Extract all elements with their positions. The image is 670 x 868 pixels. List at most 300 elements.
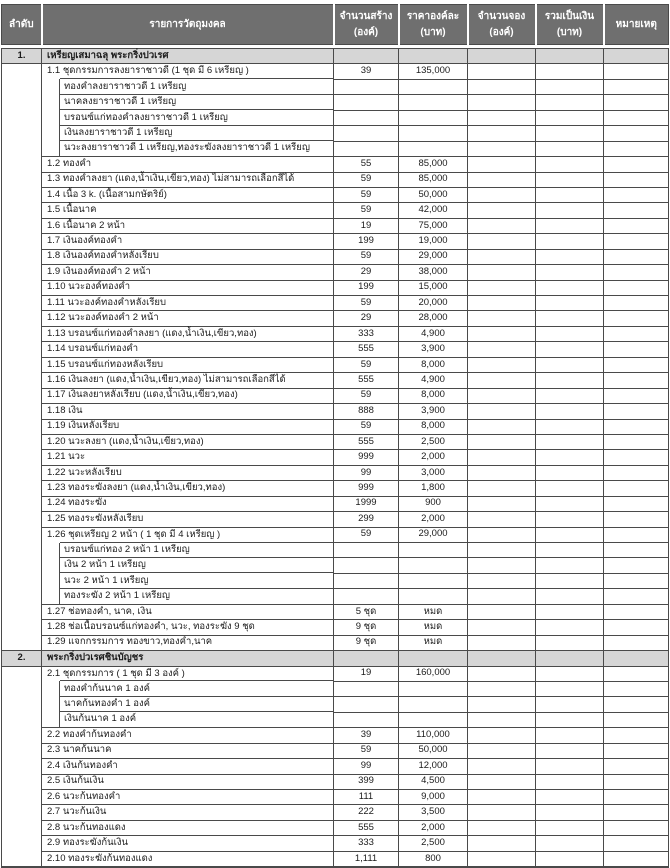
- cell-made: 59: [334, 172, 399, 187]
- header-row: [2, 5, 669, 45]
- cell-made: 222: [334, 805, 399, 820]
- cell-empty: [399, 651, 468, 666]
- cell-reserved: [468, 234, 536, 249]
- cell-price: 2,000: [399, 512, 468, 527]
- sub-item-row: [2, 697, 669, 712]
- cell-reserved: [468, 851, 536, 867]
- cell-total: [536, 388, 604, 403]
- cell-reserved: [468, 172, 536, 187]
- sub-item-row: [2, 558, 669, 573]
- cell-remark: [604, 774, 669, 789]
- section-row: [2, 49, 669, 64]
- item-row: [2, 481, 669, 496]
- item-row: [2, 265, 669, 280]
- cell-total: [536, 157, 604, 172]
- cell-item-name: 1.13 บรอนซ์แก่ทองคำลงยา (แดง,น้ำเงิน,เขียว,ทอง): [42, 326, 334, 341]
- item-row: [2, 280, 669, 295]
- cell-price: 8,000: [399, 388, 468, 403]
- cell-empty: [399, 589, 468, 604]
- cell-item-name: 1.24 ทองระฆัง: [42, 496, 334, 511]
- cell-sub-item-name: เงินลงยาราชาวดี 1 เหรียญ: [60, 126, 334, 141]
- cell-item-name: 1.20 นวะลงยา (แดง,น้ำเงิน,เขียว,ทอง): [42, 434, 334, 449]
- cell-empty: [334, 49, 399, 64]
- cell-section-no: 1.: [2, 49, 42, 64]
- cell-empty: [334, 712, 399, 727]
- cell-price: 3,900: [399, 404, 468, 419]
- cell-empty: [468, 697, 536, 712]
- cell-made: 39: [334, 64, 399, 79]
- cell-indent: [42, 681, 60, 727]
- cell-total: [536, 265, 604, 280]
- cell-price: 2,500: [399, 836, 468, 851]
- cell-reserved: [468, 604, 536, 619]
- cell-total: [536, 249, 604, 264]
- cell-empty: [604, 651, 669, 666]
- cell-item-name: 1.3 ทองคำลงยา (แดง,น้ำเงิน,เขียว,ทอง) ไม่สามารถเลือกสีได้: [42, 172, 334, 187]
- cell-made: 59: [334, 249, 399, 264]
- cell-sub-item-name: นวะ 2 หน้า 1 เหรียญ: [60, 573, 334, 588]
- col-header-reserved-line2: (องค์): [489, 26, 514, 38]
- cell-total: [536, 450, 604, 465]
- cell-empty: [604, 697, 669, 712]
- cell-price: 160,000: [399, 666, 468, 681]
- cell-reserved: [468, 635, 536, 650]
- cell-made: 111: [334, 790, 399, 805]
- cell-item-name: 1.16 เงินลงยา (แดง,น้ำเงิน,เขียว,ทอง) ไม่สามารถเลือกสีได้: [42, 373, 334, 388]
- cell-empty: [399, 49, 468, 64]
- sub-item-row: [2, 543, 669, 558]
- cell-remark: [604, 604, 669, 619]
- cell-empty: [604, 79, 669, 94]
- cell-reserved: [468, 157, 536, 172]
- cell-reserved: [468, 249, 536, 264]
- sub-item-row: [2, 110, 669, 125]
- item-row: [2, 64, 669, 79]
- cell-empty: [604, 126, 669, 141]
- cell-total: [536, 311, 604, 326]
- cell-made: 999: [334, 481, 399, 496]
- cell-price: 110,000: [399, 728, 468, 743]
- cell-remark: [604, 790, 669, 805]
- cell-total: [536, 666, 604, 681]
- cell-item-name: 1.22 นวะหลังเรียบ: [42, 465, 334, 480]
- cell-item-name: 1.10 นวะองค์ทองคำ: [42, 280, 334, 295]
- cell-reserved: [468, 373, 536, 388]
- item-row: [2, 357, 669, 372]
- cell-total: [536, 434, 604, 449]
- cell-item-name: 1.28 ช่อเนื้อบรอนซ์แก่ทองคำ, นวะ, ทองระฆัง 9 ชุด: [42, 620, 334, 635]
- cell-reserved: [468, 836, 536, 851]
- cell-empty: [468, 712, 536, 727]
- col-header-price: [399, 5, 468, 45]
- cell-reserved: [468, 620, 536, 635]
- cell-price: 29,000: [399, 527, 468, 542]
- cell-item-name: 2.10 ทองระฆังก้นทองแดง: [42, 851, 334, 867]
- cell-remark: [604, 218, 669, 233]
- cell-remark: [604, 527, 669, 542]
- cell-indent: [42, 543, 60, 605]
- cell-item-name: 1.19 เงินหลังเรียบ: [42, 419, 334, 434]
- cell-total: [536, 234, 604, 249]
- section-row: [2, 651, 669, 666]
- cell-total: [536, 527, 604, 542]
- cell-remark: [604, 249, 669, 264]
- cell-price: 3,500: [399, 805, 468, 820]
- cell-sub-item-name: เงิน 2 หน้า 1 เหรียญ: [60, 558, 334, 573]
- cell-price: 75,000: [399, 218, 468, 233]
- cell-empty: [468, 79, 536, 94]
- item-row: [2, 759, 669, 774]
- cell-empty: [536, 79, 604, 94]
- item-row: [2, 326, 669, 341]
- cell-sub-item-name: ทองระฆัง 2 หน้า 1 เหรียญ: [60, 589, 334, 604]
- cell-total: [536, 64, 604, 79]
- cell-item-name: 1.7 เงินองค์ทองคำ: [42, 234, 334, 249]
- cell-remark: [604, 465, 669, 480]
- item-row: [2, 342, 669, 357]
- cell-price: 29,000: [399, 249, 468, 264]
- cell-made: 19: [334, 218, 399, 233]
- cell-price: 8,000: [399, 419, 468, 434]
- cell-empty: [604, 681, 669, 696]
- item-row: [2, 450, 669, 465]
- cell-price: 1,800: [399, 481, 468, 496]
- cell-remark: [604, 311, 669, 326]
- col-header-reserved: [468, 5, 536, 45]
- cell-total: [536, 172, 604, 187]
- cell-made: 59: [334, 388, 399, 403]
- cell-total: [536, 851, 604, 867]
- cell-item-name: 2.8 นวะก้นทองแดง: [42, 820, 334, 835]
- cell-made: 29: [334, 265, 399, 280]
- cell-sub-item-name: บรอนซ์แก่ทอง 2 หน้า 1 เหรียญ: [60, 543, 334, 558]
- cell-empty: [399, 110, 468, 125]
- cell-price: 3,900: [399, 342, 468, 357]
- cell-total: [536, 774, 604, 789]
- col-header-price-line2: (บาท): [420, 26, 446, 38]
- col-header-remark: หมายเหตุ: [604, 5, 669, 45]
- cell-reserved: [468, 728, 536, 743]
- cell-made: 5 ชุด: [334, 604, 399, 619]
- cell-item-name: 1.9 เงินองค์ทองคำ 2 หน้า: [42, 265, 334, 280]
- cell-made: 59: [334, 527, 399, 542]
- item-row: [2, 851, 669, 867]
- cell-item-name: 1.27 ช่อทองคำ, นาค, เงิน: [42, 604, 334, 619]
- sub-item-row: [2, 681, 669, 696]
- cell-item-name: 1.11 นวะองค์ทองคำหลังเรียบ: [42, 296, 334, 311]
- cell-price: 800: [399, 851, 468, 867]
- cell-price: 4,500: [399, 774, 468, 789]
- cell-sub-item-name: นาคลงยาราชาวดี 1 เหรียญ: [60, 95, 334, 110]
- cell-empty: [604, 573, 669, 588]
- item-row: [2, 373, 669, 388]
- cell-empty: [604, 110, 669, 125]
- item-row: [2, 790, 669, 805]
- cell-price: 12,000: [399, 759, 468, 774]
- item-row: [2, 496, 669, 511]
- cell-remark: [604, 157, 669, 172]
- cell-item-name: 1.17 เงินลงยาหลังเรียบ (แดง,น้ำเงิน,เขียว,ทอง): [42, 388, 334, 403]
- cell-made: 199: [334, 280, 399, 295]
- table-body-table: [1, 48, 669, 868]
- item-row: [2, 249, 669, 264]
- item-row: [2, 172, 669, 187]
- cell-made: 99: [334, 465, 399, 480]
- cell-item-name: 1.2 ทองคำ: [42, 157, 334, 172]
- cell-empty: [334, 110, 399, 125]
- cell-remark: [604, 635, 669, 650]
- cell-made: 59: [334, 743, 399, 758]
- cell-section-title: เหรียญเสมาฉลุ พระกริ่งปวเรศ: [42, 49, 334, 64]
- cell-reserved: [468, 280, 536, 295]
- col-header-made-line1: จำนวนสร้าง: [339, 11, 393, 22]
- cell-remark: [604, 265, 669, 280]
- item-row: [2, 604, 669, 619]
- cell-price: หมด: [399, 620, 468, 635]
- cell-price: 19,000: [399, 234, 468, 249]
- table-body: [2, 49, 669, 868]
- cell-total: [536, 481, 604, 496]
- cell-remark: [604, 759, 669, 774]
- cell-empty: [468, 126, 536, 141]
- cell-empty: [604, 49, 669, 64]
- cell-price: 50,000: [399, 187, 468, 202]
- cell-made: 399: [334, 774, 399, 789]
- cell-sub-item-name: ทองคำลงยาราชาวดี 1 เหรียญ: [60, 79, 334, 94]
- cell-empty: [536, 651, 604, 666]
- cell-total: [536, 203, 604, 218]
- cell-sub-item-name: บรอนซ์แก่ทองคำลงยาราชาวดี 1 เหรียญ: [60, 110, 334, 125]
- cell-item-name: 1.4 เนื้อ 3 k. (เนื้อสามกษัตริย์): [42, 187, 334, 202]
- cell-made: 333: [334, 326, 399, 341]
- cell-reserved: [468, 512, 536, 527]
- cell-total: [536, 357, 604, 372]
- cell-price: หมด: [399, 635, 468, 650]
- cell-empty: [468, 589, 536, 604]
- cell-reserved: [468, 450, 536, 465]
- col-header-made: [334, 5, 399, 45]
- item-row: [2, 311, 669, 326]
- cell-empty: [604, 558, 669, 573]
- cell-made: 9 ชุด: [334, 635, 399, 650]
- cell-reserved: [468, 265, 536, 280]
- cell-price: 900: [399, 496, 468, 511]
- cell-item-name: 1.23 ทองระฆังลงยา (แดง,น้ำเงิน,เขียว,ทอง): [42, 481, 334, 496]
- cell-price: 135,000: [399, 64, 468, 79]
- amulet-price-table: [1, 4, 669, 868]
- cell-total: [536, 759, 604, 774]
- item-row: [2, 512, 669, 527]
- cell-item-name: 1.25 ทองระฆังหลังเรียบ: [42, 512, 334, 527]
- cell-price: 9,000: [399, 790, 468, 805]
- cell-made: 19: [334, 666, 399, 681]
- cell-item-name: 1.14 บรอนซ์แก่ทองคำ: [42, 342, 334, 357]
- cell-empty: [399, 95, 468, 110]
- cell-remark: [604, 851, 669, 867]
- cell-made: 555: [334, 434, 399, 449]
- col-header-total-line1: รวมเป็นเงิน: [544, 11, 595, 22]
- cell-remark: [604, 419, 669, 434]
- cell-remark: [604, 64, 669, 79]
- cell-total: [536, 187, 604, 202]
- cell-reserved: [468, 388, 536, 403]
- cell-price: 15,000: [399, 280, 468, 295]
- cell-merged-no: [2, 64, 42, 651]
- sub-item-row: [2, 712, 669, 727]
- cell-price: 42,000: [399, 203, 468, 218]
- sub-item-row: [2, 95, 669, 110]
- cell-total: [536, 743, 604, 758]
- cell-reserved: [468, 759, 536, 774]
- item-row: [2, 404, 669, 419]
- cell-item-name: 1.12 นวะองค์ทองคำ 2 หน้า: [42, 311, 334, 326]
- cell-empty: [468, 141, 536, 156]
- cell-sub-item-name: เงินก้นนาค 1 องค์: [60, 712, 334, 727]
- cell-remark: [604, 280, 669, 295]
- cell-price: 85,000: [399, 172, 468, 187]
- item-row: [2, 743, 669, 758]
- cell-empty: [468, 681, 536, 696]
- cell-total: [536, 604, 604, 619]
- cell-reserved: [468, 64, 536, 79]
- cell-price: 4,900: [399, 326, 468, 341]
- cell-total: [536, 280, 604, 295]
- cell-item-name: 1.6 เนื้อนาค 2 หน้า: [42, 218, 334, 233]
- cell-total: [536, 836, 604, 851]
- cell-item-name: 1.29 แจกกรรมการ ทองขาว,ทองคำ,นาค: [42, 635, 334, 650]
- cell-remark: [604, 450, 669, 465]
- cell-empty: [604, 95, 669, 110]
- cell-price: 85,000: [399, 157, 468, 172]
- cell-merged-no: [2, 666, 42, 867]
- cell-made: 59: [334, 296, 399, 311]
- cell-item-name: 2.4 เงินก้นทองคำ: [42, 759, 334, 774]
- item-row: [2, 774, 669, 789]
- cell-price: 38,000: [399, 265, 468, 280]
- cell-item-name: 1.26 ชุดเหรียญ 2 หน้า ( 1 ชุด มี 4 เหรียญ ): [42, 527, 334, 542]
- item-row: [2, 218, 669, 233]
- item-row: [2, 527, 669, 542]
- sub-item-row: [2, 141, 669, 156]
- cell-total: [536, 404, 604, 419]
- cell-reserved: [468, 465, 536, 480]
- cell-reserved: [468, 296, 536, 311]
- cell-price: 2,000: [399, 450, 468, 465]
- item-row: [2, 666, 669, 681]
- cell-reserved: [468, 357, 536, 372]
- cell-total: [536, 635, 604, 650]
- cell-item-name: 1.18 เงิน: [42, 404, 334, 419]
- item-row: [2, 234, 669, 249]
- cell-empty: [334, 651, 399, 666]
- cell-item-name: 2.3 นาคก้นนาค: [42, 743, 334, 758]
- cell-empty: [468, 49, 536, 64]
- cell-item-name: 2.9 ทองระฆังก้นเงิน: [42, 836, 334, 851]
- cell-empty: [334, 697, 399, 712]
- cell-made: 59: [334, 203, 399, 218]
- cell-empty: [468, 110, 536, 125]
- cell-remark: [604, 512, 669, 527]
- cell-empty: [536, 110, 604, 125]
- cell-remark: [604, 203, 669, 218]
- cell-price: 3,000: [399, 465, 468, 480]
- cell-reserved: [468, 342, 536, 357]
- cell-empty: [536, 543, 604, 558]
- cell-remark: [604, 388, 669, 403]
- cell-item-name: 2.6 นวะก้นทองคำ: [42, 790, 334, 805]
- cell-reserved: [468, 187, 536, 202]
- cell-section-title: พระกริ่งปวเรศชินบัญชร: [42, 651, 334, 666]
- cell-remark: [604, 296, 669, 311]
- item-row: [2, 620, 669, 635]
- cell-sub-item-name: นาคก้นทองคำ 1 องค์: [60, 697, 334, 712]
- col-header-made-line2: (องค์): [353, 26, 379, 38]
- item-row: [2, 635, 669, 650]
- cell-made: 9 ชุด: [334, 620, 399, 635]
- cell-total: [536, 465, 604, 480]
- cell-total: [536, 820, 604, 835]
- cell-empty: [536, 697, 604, 712]
- cell-total: [536, 342, 604, 357]
- cell-reserved: [468, 666, 536, 681]
- cell-remark: [604, 666, 669, 681]
- cell-remark: [604, 342, 669, 357]
- cell-sub-item-name: นวะลงยาราชาวดี 1 เหรียญ,ทองระฆังลงยาราชาวดี 1 เหรียญ: [60, 141, 334, 156]
- cell-remark: [604, 172, 669, 187]
- cell-empty: [399, 681, 468, 696]
- cell-indent: [42, 79, 60, 156]
- cell-empty: [399, 141, 468, 156]
- cell-empty: [468, 558, 536, 573]
- item-row: [2, 465, 669, 480]
- item-row: [2, 203, 669, 218]
- cell-reserved: [468, 311, 536, 326]
- cell-made: 555: [334, 820, 399, 835]
- cell-remark: [604, 836, 669, 851]
- cell-remark: [604, 620, 669, 635]
- cell-price: 2,500: [399, 434, 468, 449]
- cell-empty: [536, 126, 604, 141]
- col-header-item: รายการวัตถุมงคล: [42, 5, 334, 45]
- cell-remark: [604, 404, 669, 419]
- item-row: [2, 187, 669, 202]
- cell-empty: [536, 95, 604, 110]
- cell-empty: [536, 49, 604, 64]
- cell-empty: [536, 712, 604, 727]
- cell-empty: [334, 543, 399, 558]
- cell-made: 1999: [334, 496, 399, 511]
- cell-price: 8,000: [399, 357, 468, 372]
- cell-reserved: [468, 481, 536, 496]
- cell-remark: [604, 357, 669, 372]
- cell-remark: [604, 234, 669, 249]
- cell-empty: [334, 558, 399, 573]
- cell-item-name: 1.1 ชุดกรรมการลงยาราชาวดี (1 ชุด มี 6 เหรียญ ): [42, 64, 334, 79]
- cell-made: 55: [334, 157, 399, 172]
- cell-made: 555: [334, 342, 399, 357]
- cell-remark: [604, 496, 669, 511]
- item-row: [2, 820, 669, 835]
- cell-reserved: [468, 820, 536, 835]
- cell-reserved: [468, 527, 536, 542]
- cell-made: 1,111: [334, 851, 399, 867]
- cell-total: [536, 805, 604, 820]
- cell-price: 20,000: [399, 296, 468, 311]
- sub-item-row: [2, 126, 669, 141]
- cell-price: 2,000: [399, 820, 468, 835]
- cell-section-no: 2.: [2, 651, 42, 666]
- cell-total: [536, 512, 604, 527]
